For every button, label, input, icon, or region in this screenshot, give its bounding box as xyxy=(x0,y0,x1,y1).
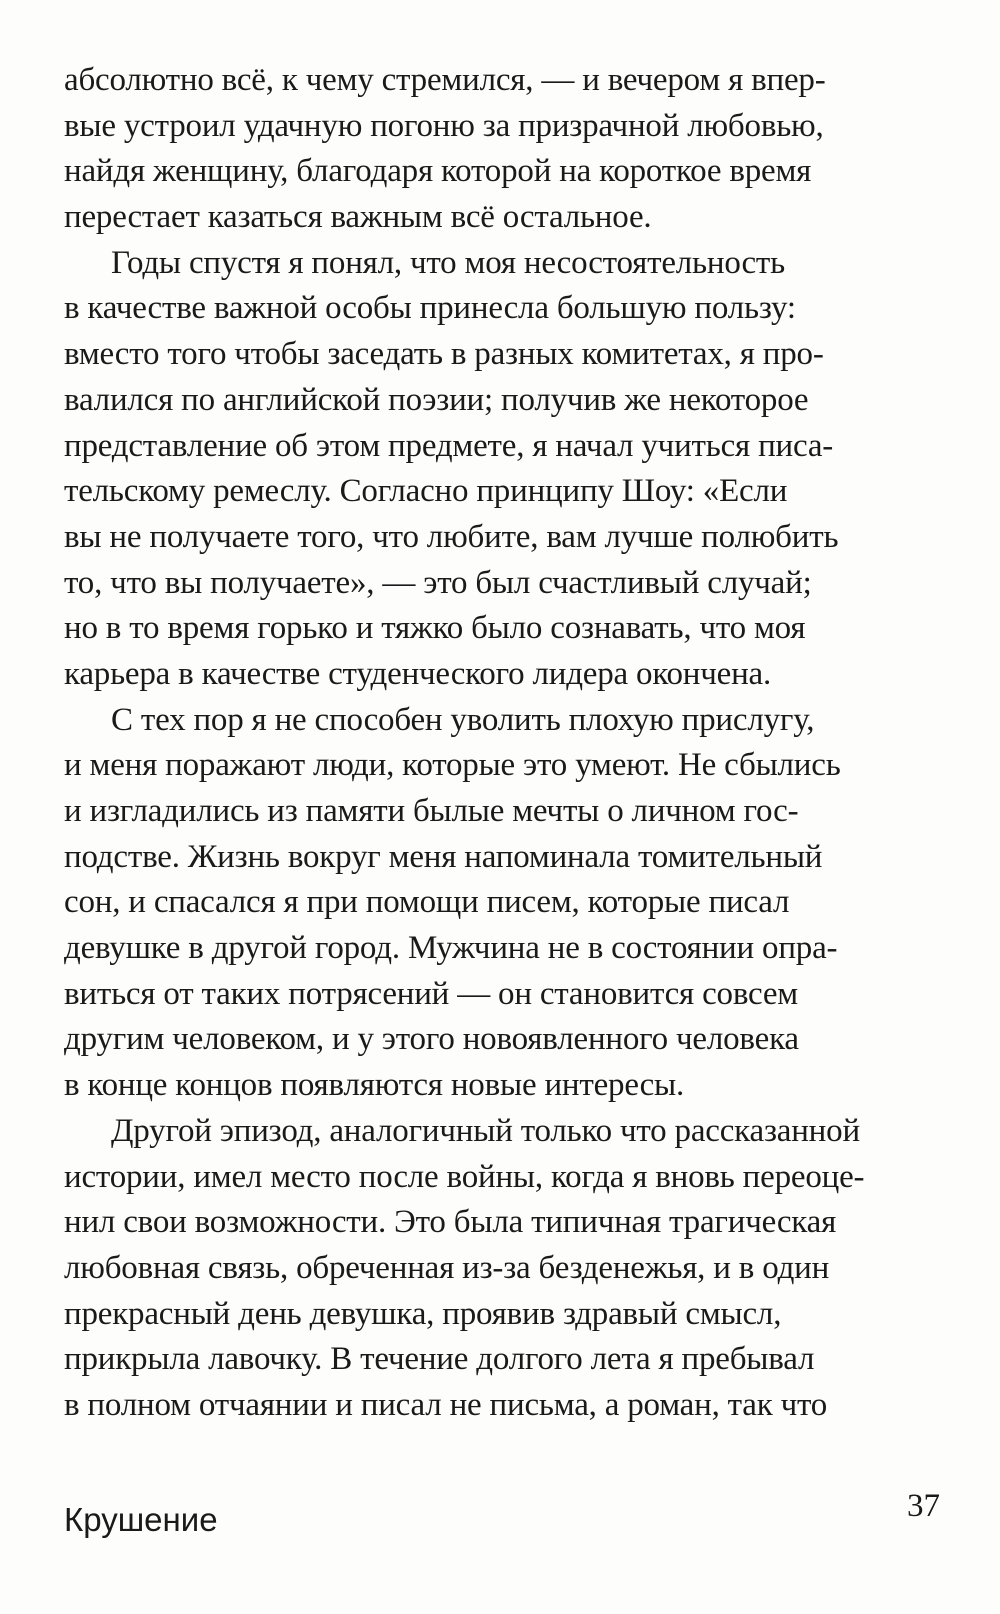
text-line: абсолютно всё, к чему стремился, — и вечером я впер- xyxy=(64,62,826,98)
text-line: и меня поражают люди, которые это умеют. Не сбылись xyxy=(64,747,841,784)
text-line: прекрасный день девушка, проявив здравый смысл, xyxy=(64,1295,782,1332)
text-line: нил свои возможности. Это была типичная трагическая xyxy=(64,1204,837,1241)
text-line: перестает казаться важным всё остальное. xyxy=(64,199,652,236)
text-line: девушке в другой город. Мужчина не в состоянии опра- xyxy=(64,930,838,967)
text-line: в конце концов появляются новые интересы. xyxy=(64,1067,685,1104)
text-line: представление об этом предмете, я начал учиться писа- xyxy=(64,427,834,464)
body-text xyxy=(64,58,944,1429)
text-line: и изгладились из памяти былые мечты о личном гос- xyxy=(64,793,799,829)
text-line: то, что вы получаете», — это был счастливый случай; xyxy=(64,564,812,601)
text-line: прикрыла лавочку. В течение долгого лета я пребывал xyxy=(64,1341,815,1378)
running-footer-title: Крушение xyxy=(64,1501,218,1538)
paragraph xyxy=(64,698,944,1109)
text-line: валился по английской поэзии; получив же некоторое xyxy=(64,381,809,418)
text-line: сон, и спасался я при помощи писем, которые писал xyxy=(64,884,790,921)
text-line: виться от таких потрясений — он становится совсем xyxy=(64,975,798,1012)
paragraph xyxy=(64,1109,944,1429)
text-line: истории, имел место после войны, когда я вновь переоце- xyxy=(64,1158,865,1195)
text-line: любовная связь, обреченная из-за безденежья, и в один xyxy=(64,1249,830,1286)
text-line: но в то время горько и тяжко было сознавать, что моя xyxy=(64,610,806,647)
text-line: подстве. Жизнь вокруг меня напоминала томительный xyxy=(64,838,823,875)
paragraph xyxy=(64,58,944,241)
text-line: вы не получаете того, что любите, вам лучше полюбить xyxy=(64,518,839,555)
text-line: тельскому ремеслу. Согласно принципу Шоу: «Если xyxy=(64,473,788,510)
text-line: Другой эпизод, аналогичный только что рассказанной xyxy=(111,1112,860,1149)
text-line: вые устроил удачную погоню за призрачной любовью, xyxy=(64,107,824,144)
text-line: вместо того чтобы заседать в разных комитетах, я про- xyxy=(64,336,824,373)
text-line: в полном отчаянии и писал не письма, а роман, так что xyxy=(64,1386,828,1423)
text-line: в качестве важной особы принесла большую пользу: xyxy=(64,290,796,327)
paragraph xyxy=(64,241,944,698)
page-number: 37 xyxy=(907,1488,940,1524)
text-line: найдя женщину, благодаря которой на короткое время xyxy=(64,153,812,190)
text-line: другим человеком, и у этого новоявленного человека xyxy=(64,1021,799,1058)
text-line: Годы спустя я понял, что моя несостоятельность xyxy=(111,244,785,281)
text-line: карьера в качестве студенческого лидера окончена. xyxy=(64,655,772,692)
text-line: С тех пор я не способен уволить плохую прислугу, xyxy=(111,701,815,738)
